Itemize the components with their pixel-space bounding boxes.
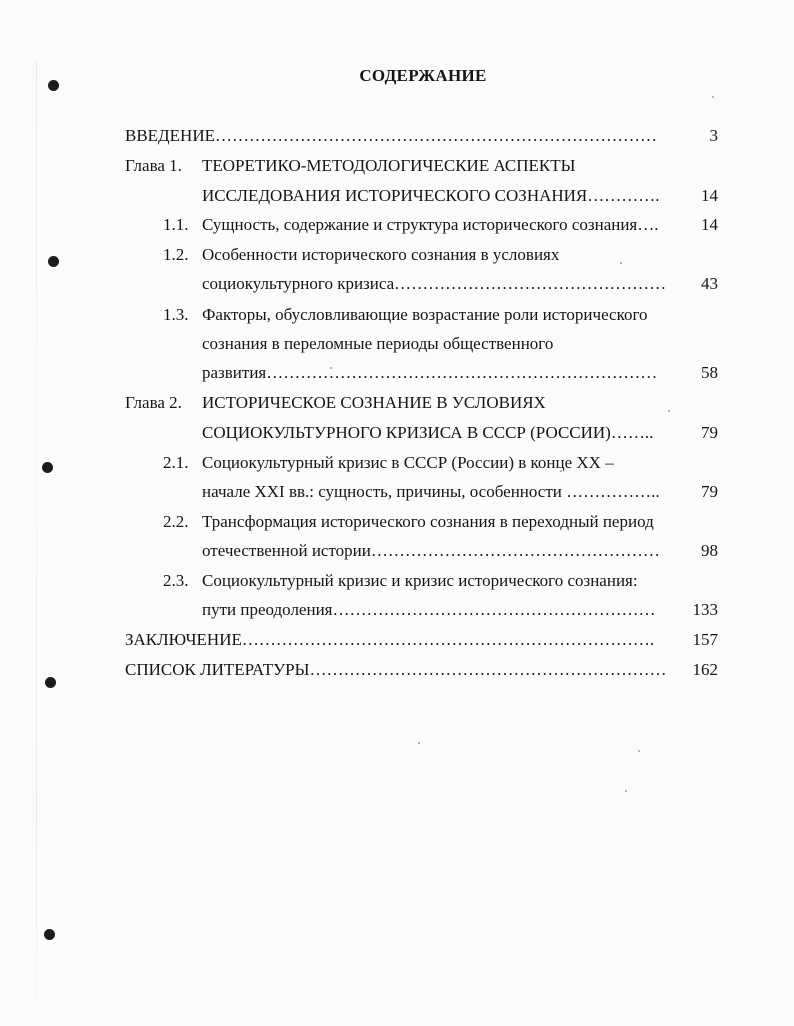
section-number: 2.1. bbox=[163, 453, 189, 472]
page-number: 58 bbox=[701, 363, 718, 382]
chapter-title-line2 bbox=[202, 186, 660, 206]
section-title-line1: Особенности исторического сознания в условиях bbox=[202, 245, 560, 264]
section-title-line2 bbox=[202, 600, 656, 620]
speck bbox=[638, 750, 640, 752]
chapter-label: Глава 1. bbox=[125, 156, 182, 175]
entry-text: социокультурного кризиса bbox=[202, 274, 395, 293]
scan-edge bbox=[36, 60, 37, 1000]
page-number: 162 bbox=[692, 660, 718, 679]
section-title-line3 bbox=[202, 363, 657, 383]
speck bbox=[620, 262, 622, 264]
page-title: СОДЕРЖАНИЕ bbox=[359, 66, 487, 85]
punch-hole bbox=[44, 929, 55, 940]
section-title-line2: сознания в переломные периоды общественного bbox=[202, 334, 554, 353]
leader-dots: ……………………………………………………… bbox=[309, 660, 667, 679]
entry-text: начале XXI вв.: сущность, причины, особенности bbox=[202, 482, 562, 501]
chapter-label: Глава 2. bbox=[125, 393, 182, 412]
section-title-line2 bbox=[202, 482, 660, 502]
section-title-line2 bbox=[202, 274, 666, 294]
section-title-line1: Трансформация исторического сознания в переходный период bbox=[202, 512, 654, 531]
chapter-title-line1: ИСТОРИЧЕСКОЕ СОЗНАНИЕ В УСЛОВИЯХ bbox=[202, 393, 546, 412]
speck bbox=[418, 742, 420, 744]
toc-entry-references bbox=[125, 660, 666, 680]
entry-text: СПИСОК ЛИТЕРАТУРЫ bbox=[125, 660, 310, 679]
leader-dots: …………………………………………………………… bbox=[266, 363, 658, 382]
leader-dots: …………………………………………………………………… bbox=[214, 126, 657, 145]
leader-dots: ………………………………………… bbox=[394, 274, 667, 293]
page-number: 98 bbox=[701, 541, 718, 560]
entry-text: пути преодоления bbox=[202, 600, 333, 619]
entry-text: ЗАКЛЮЧЕНИЕ bbox=[125, 630, 242, 649]
entry-text: отечественной истории bbox=[202, 541, 371, 560]
page-number: 14 bbox=[701, 186, 718, 205]
section-number: 1.1. bbox=[163, 215, 189, 234]
leader-dots: …………………………………………… bbox=[370, 541, 660, 560]
page-number: 3 bbox=[709, 126, 718, 145]
punch-hole bbox=[42, 462, 53, 473]
toc-entry-conclusion bbox=[125, 630, 654, 650]
entry-text: СОЦИОКУЛЬТУРНОГО КРИЗИСА В СССР (РОССИИ) bbox=[202, 423, 611, 442]
entry-text: ВВЕДЕНИЕ bbox=[125, 126, 215, 145]
punch-hole bbox=[48, 256, 59, 267]
speck bbox=[625, 790, 627, 792]
leader-dots: …. bbox=[637, 215, 659, 234]
toc-entry-intro bbox=[125, 126, 657, 146]
leader-dots: ………………………………………………… bbox=[332, 600, 656, 619]
punch-hole bbox=[45, 677, 56, 688]
speck bbox=[712, 96, 714, 98]
chapter-title-line2 bbox=[202, 423, 653, 443]
leader-dots: …….. bbox=[610, 423, 654, 442]
speck bbox=[668, 410, 670, 412]
entry-text: Сущность, содержание и структура исторического сознания bbox=[202, 215, 638, 234]
section-title-line2 bbox=[202, 541, 660, 561]
section-title bbox=[202, 215, 659, 235]
page-number: 79 bbox=[701, 482, 718, 501]
page-number: 157 bbox=[692, 630, 718, 649]
leader-dots: …………….. bbox=[566, 482, 660, 501]
page-number: 133 bbox=[692, 600, 718, 619]
section-title-line1: Факторы, обусловливающие возрастание роли исторического bbox=[202, 305, 648, 324]
section-number: 1.3. bbox=[163, 305, 189, 324]
page-number: 14 bbox=[701, 215, 718, 234]
section-title-line1: Социокультурный кризис и кризис исторического сознания: bbox=[202, 571, 638, 590]
entry-text: ИССЛЕДОВАНИЯ ИСТОРИЧЕСКОГО СОЗНАНИЯ bbox=[202, 186, 588, 205]
page-number: 79 bbox=[701, 423, 718, 442]
page-number: 43 bbox=[701, 274, 718, 293]
leader-dots: ………………………………………………………………. bbox=[241, 630, 655, 649]
chapter-title-line1: ТЕОРЕТИКО-МЕТОДОЛОГИЧЕСКИЕ АСПЕКТЫ bbox=[202, 156, 576, 175]
section-title-line1: Социокультурный кризис в СССР (России) в конце XX – bbox=[202, 453, 614, 472]
section-number: 1.2. bbox=[163, 245, 189, 264]
section-number: 2.2. bbox=[163, 512, 189, 531]
section-number: 2.3. bbox=[163, 571, 189, 590]
entry-text: развития bbox=[202, 363, 267, 382]
leader-dots: …………. bbox=[587, 186, 660, 205]
